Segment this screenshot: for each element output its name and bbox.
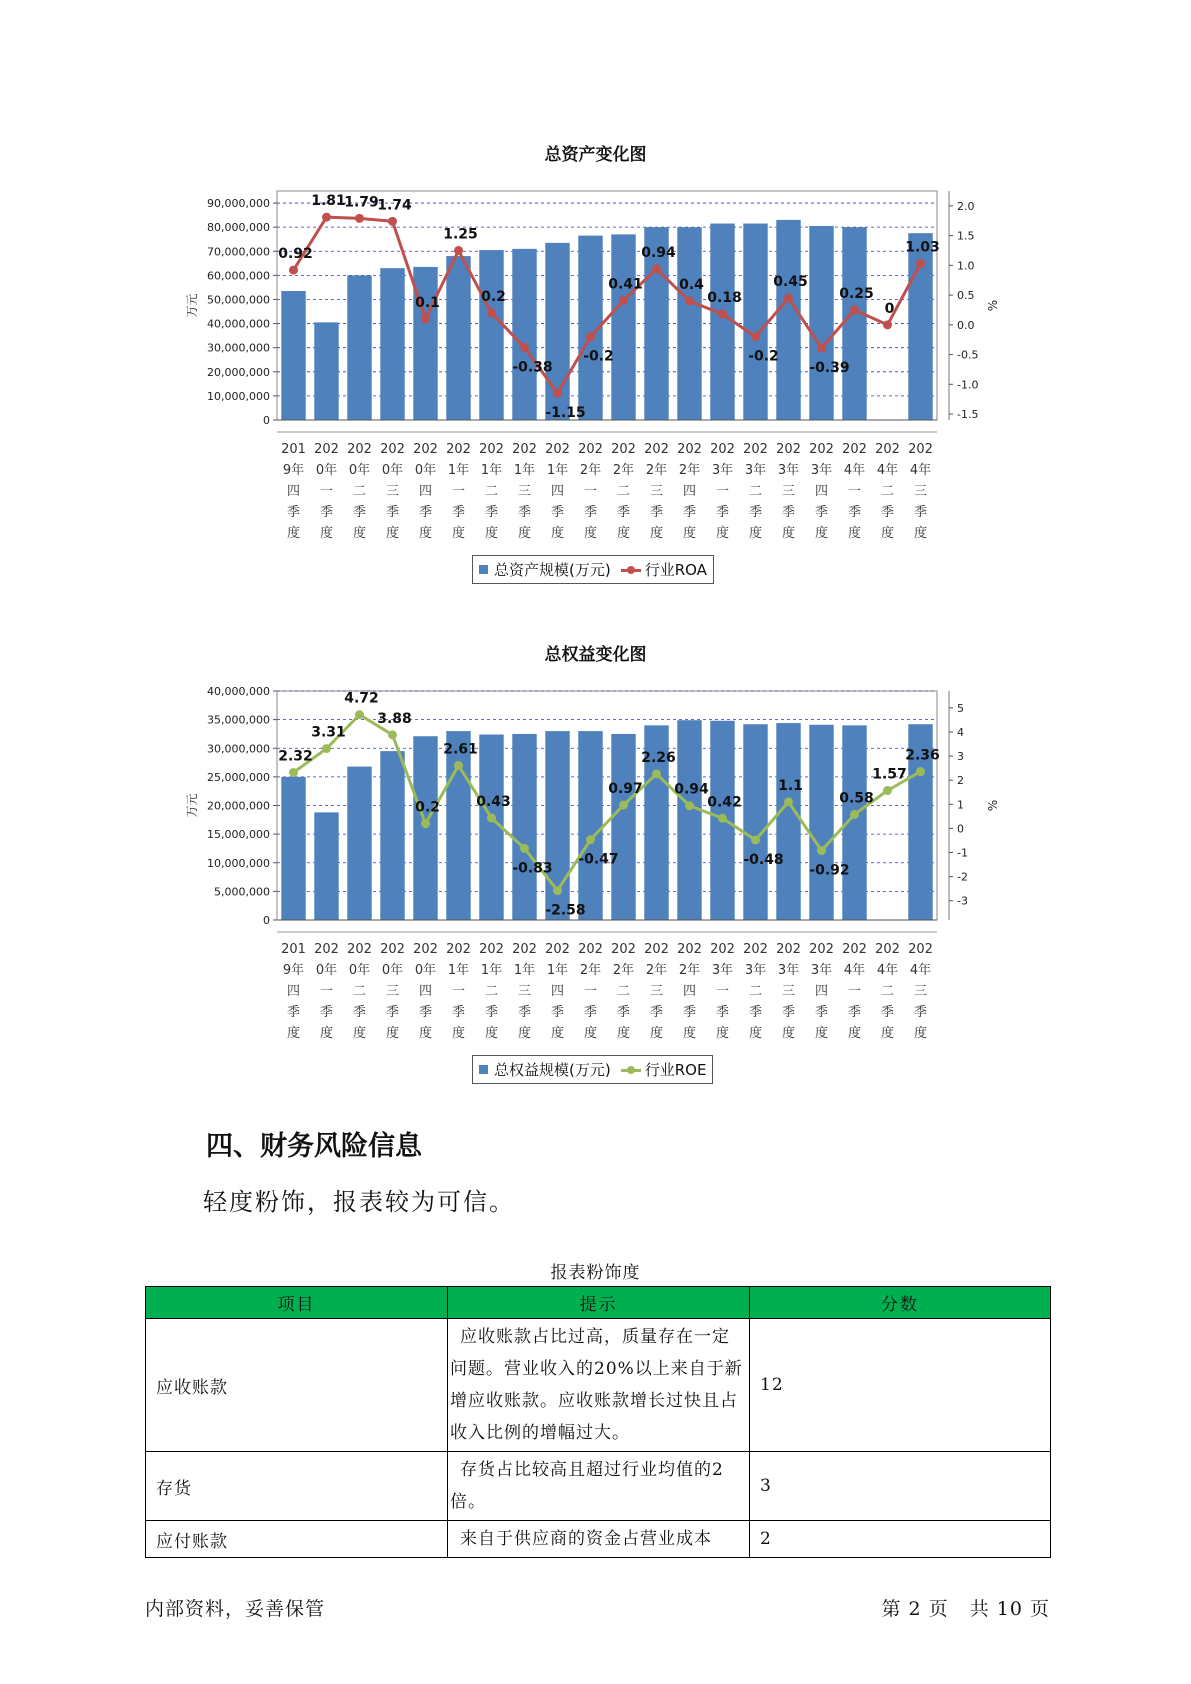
y2-tick-label: 0 xyxy=(957,822,964,836)
chart-title: 总权益变化图 xyxy=(544,645,647,665)
bar xyxy=(743,724,767,920)
bar xyxy=(281,291,305,420)
data-point xyxy=(751,835,760,844)
data-label: -0.83 xyxy=(512,860,553,877)
data-label: 0.94 xyxy=(641,244,676,261)
data-label: 0.94 xyxy=(674,781,709,798)
data-point xyxy=(586,835,595,844)
column-header-item: 项目 xyxy=(146,1287,448,1319)
x-tick-label: 202 0年二季度 xyxy=(347,942,372,1041)
y-tick-label: 80,000,000 xyxy=(207,221,270,235)
y-tick-label: 20,000,000 xyxy=(207,365,270,379)
y2-tick-label: 0.0 xyxy=(957,318,975,332)
x-tick-label: 202 0年三季度 xyxy=(380,442,405,541)
x-tick-label: 202 1年三季度 xyxy=(512,942,537,1041)
bar xyxy=(479,250,503,420)
y-tick-label: 25,000,000 xyxy=(207,770,270,784)
legend-bar-label: 总权益规模(万元) xyxy=(494,1061,611,1079)
bar xyxy=(512,734,536,920)
data-label: 2.26 xyxy=(641,749,676,766)
y2-tick-label: -1 xyxy=(957,846,968,860)
legend-line-label: 行业ROA xyxy=(644,561,707,579)
bar xyxy=(776,723,800,920)
data-label: 0 xyxy=(884,300,895,317)
data-label: 0.1 xyxy=(415,294,440,311)
y-axis-label: 万元 xyxy=(185,293,199,318)
x-tick-label: 202 3年四季度 xyxy=(809,442,834,541)
table-row xyxy=(146,1521,1051,1558)
cell-item: 存货 xyxy=(146,1452,448,1521)
y-tick-label: 40,000,000 xyxy=(207,317,270,331)
y2-tick-label: 2.0 xyxy=(957,199,975,213)
bar xyxy=(314,812,338,920)
y2-tick-label: -0.5 xyxy=(957,348,979,362)
y2-tick-label: 2 xyxy=(957,774,964,788)
bar xyxy=(446,256,470,420)
data-label: 0.25 xyxy=(839,285,874,302)
x-tick-label: 202 2年二季度 xyxy=(611,442,636,541)
data-label: -0.38 xyxy=(512,359,553,376)
x-tick-label: 202 4年一季度 xyxy=(842,442,867,541)
total-equity-chart-svg xyxy=(0,640,1191,1060)
chart-title: 总资产变化图 xyxy=(544,145,647,165)
column-header-score: 分数 xyxy=(750,1287,1051,1319)
data-label: 4.72 xyxy=(344,690,379,707)
y-tick-label: 60,000,000 xyxy=(207,269,270,283)
x-tick-label: 202 3年一季度 xyxy=(710,942,735,1041)
legend-bar-label: 总资产规模(万元) xyxy=(494,561,611,579)
bar xyxy=(512,249,536,420)
x-tick-label: 202 0年三季度 xyxy=(380,942,405,1041)
y-tick-label: 30,000,000 xyxy=(207,341,270,355)
data-label: -0.47 xyxy=(578,851,619,868)
x-tick-label: 202 1年四季度 xyxy=(545,442,570,541)
data-label: 3.31 xyxy=(311,724,346,741)
data-point xyxy=(421,314,430,323)
section-heading: 四、财务风险信息 xyxy=(206,1131,422,1162)
x-tick-label: 202 2年四季度 xyxy=(677,942,702,1041)
data-label: 0.2 xyxy=(415,799,440,816)
data-point xyxy=(652,769,661,778)
data-point xyxy=(355,214,364,223)
x-tick-label: 202 1年四季度 xyxy=(545,942,570,1041)
cell-hint: 来自于供应商的资金占营业成本 xyxy=(448,1521,750,1558)
bar xyxy=(314,322,338,420)
x-tick-label: 202 1年三季度 xyxy=(512,442,537,541)
y-tick-label: 70,000,000 xyxy=(207,245,270,259)
total-assets-chart-svg xyxy=(0,140,1191,560)
bar xyxy=(446,731,470,920)
cell-item: 应付账款 xyxy=(146,1521,448,1558)
data-point xyxy=(388,730,397,739)
bar xyxy=(677,720,701,920)
data-label: -0.2 xyxy=(748,348,779,365)
data-label: 0.4 xyxy=(679,277,704,294)
data-point xyxy=(850,305,859,314)
data-label: 2.61 xyxy=(443,741,478,758)
data-point xyxy=(850,810,859,819)
x-tick-label: 202 1年二季度 xyxy=(479,942,504,1041)
x-tick-label: 202 4年二季度 xyxy=(875,442,900,541)
data-label: 1.74 xyxy=(377,197,412,214)
total-equity-chart xyxy=(0,640,1191,1100)
cell-score: 2 xyxy=(750,1521,1051,1558)
y-tick-label: 35,000,000 xyxy=(207,713,270,727)
legend-bar-swatch xyxy=(479,565,488,574)
x-tick-label: 202 0年一季度 xyxy=(314,942,339,1041)
data-point xyxy=(916,767,925,776)
x-tick-label: 202 0年一季度 xyxy=(314,442,339,541)
table-row xyxy=(146,1319,1051,1452)
chart-legend xyxy=(472,555,714,584)
data-point xyxy=(817,344,826,353)
data-label: 0.18 xyxy=(707,290,742,307)
footer-confidential: 内部资料，妥善保管 xyxy=(145,1598,326,1620)
x-tick-label: 201 9年四季度 xyxy=(281,442,306,541)
data-label: 0.43 xyxy=(476,794,511,811)
data-point xyxy=(520,844,529,853)
chart-legend xyxy=(472,1055,713,1084)
x-tick-label: 202 3年二季度 xyxy=(743,942,768,1041)
bar xyxy=(842,227,866,420)
y-tick-label: 10,000,000 xyxy=(207,389,270,403)
bar xyxy=(347,767,371,920)
bar xyxy=(380,268,404,420)
data-label: 0.92 xyxy=(278,246,313,263)
y-tick-label: 20,000,000 xyxy=(207,799,270,813)
legend-line-label: 行业ROE xyxy=(644,1061,707,1079)
x-tick-label: 202 3年三季度 xyxy=(776,442,801,541)
data-point xyxy=(355,710,364,719)
y2-tick-label: 1 xyxy=(957,798,964,812)
footer-page-number: 第 2 页 共 10 页 xyxy=(881,1598,1050,1620)
x-tick-label: 202 4年三季度 xyxy=(908,942,933,1041)
data-label: -0.2 xyxy=(583,348,614,365)
y-tick-label: 5,000,000 xyxy=(214,885,270,899)
data-point xyxy=(289,266,298,275)
data-point xyxy=(487,814,496,823)
y2-tick-label: 3 xyxy=(957,750,964,764)
y2-axis-label: % xyxy=(986,299,1000,312)
x-tick-label: 202 0年四季度 xyxy=(413,942,438,1041)
data-point xyxy=(817,846,826,855)
y-axis-label: 万元 xyxy=(185,793,199,818)
data-label: 0.58 xyxy=(839,790,874,807)
data-point xyxy=(388,217,397,226)
data-point xyxy=(586,332,595,341)
data-label: 1.1 xyxy=(778,777,803,794)
bar xyxy=(611,734,635,920)
bar xyxy=(677,227,701,420)
y-tick-label: 0 xyxy=(263,414,270,427)
legend-line-swatch xyxy=(621,565,641,575)
data-label: -1.15 xyxy=(545,405,586,422)
data-point xyxy=(553,389,562,398)
cell-item: 应收账款 xyxy=(146,1319,448,1452)
table-caption: 报表粉饰度 xyxy=(550,1263,641,1283)
data-point xyxy=(685,801,694,810)
data-label: -2.58 xyxy=(545,902,586,919)
data-point xyxy=(454,761,463,770)
data-point xyxy=(619,801,628,810)
x-tick-label: 202 1年二季度 xyxy=(479,442,504,541)
data-point xyxy=(916,259,925,268)
data-point xyxy=(619,296,628,305)
data-label: 1.81 xyxy=(311,193,346,210)
data-label: 0.97 xyxy=(608,781,643,798)
x-tick-label: 202 2年四季度 xyxy=(677,442,702,541)
x-tick-label: 202 3年四季度 xyxy=(809,942,834,1041)
bar xyxy=(281,777,305,920)
x-tick-label: 201 9年四季度 xyxy=(281,942,306,1041)
y2-tick-label: -2 xyxy=(957,870,968,884)
legend-line-swatch xyxy=(621,1065,641,1075)
section-summary: 轻度粉饰，报表较为可信。 xyxy=(203,1188,515,1216)
x-tick-label: 202 2年一季度 xyxy=(578,442,603,541)
y-tick-label: 40,000,000 xyxy=(207,685,270,698)
y-tick-label: 10,000,000 xyxy=(207,856,270,870)
data-point xyxy=(784,797,793,806)
data-label: 1.03 xyxy=(905,239,940,256)
data-point xyxy=(718,814,727,823)
data-point xyxy=(883,786,892,795)
data-label: -0.39 xyxy=(809,360,850,377)
legend-bar-swatch xyxy=(479,1065,488,1074)
table-row xyxy=(146,1452,1051,1521)
column-header-hint: 提示 xyxy=(448,1287,750,1319)
data-label: 0.2 xyxy=(481,288,506,305)
data-point xyxy=(421,819,430,828)
x-tick-label: 202 3年三季度 xyxy=(776,942,801,1041)
x-tick-label: 202 2年三季度 xyxy=(644,942,669,1041)
data-label: 0.41 xyxy=(608,276,643,293)
x-tick-label: 202 4年二季度 xyxy=(875,942,900,1041)
y2-tick-label: -1.5 xyxy=(957,408,979,422)
cell-hint: 应收账款占比过高，质量存在一定问题。营业收入的20%以上来自于新增应收账款。应收账款增长过快且占收入比例的增幅过大。 xyxy=(448,1319,750,1452)
cell-score: 12 xyxy=(750,1319,1051,1452)
data-point xyxy=(322,213,331,222)
bar xyxy=(809,725,833,920)
y2-tick-label: 4 xyxy=(957,725,964,739)
data-label: 0.42 xyxy=(707,794,742,811)
data-label: 1.79 xyxy=(344,194,379,211)
y2-tick-label: -1.0 xyxy=(957,378,979,392)
bar xyxy=(611,234,635,420)
y-tick-label: 15,000,000 xyxy=(207,828,270,842)
y-tick-label: 0 xyxy=(263,914,270,927)
y2-tick-label: 1.0 xyxy=(957,259,975,273)
plot-area xyxy=(277,191,937,420)
cell-score: 3 xyxy=(750,1452,1051,1521)
bar xyxy=(347,275,371,420)
data-point xyxy=(289,768,298,777)
bar xyxy=(380,751,404,920)
y2-axis-label: % xyxy=(986,799,1000,812)
x-tick-label: 202 3年二季度 xyxy=(743,442,768,541)
bar xyxy=(578,731,602,920)
x-tick-label: 202 2年二季度 xyxy=(611,942,636,1041)
data-point xyxy=(883,320,892,329)
y2-tick-label: 0.5 xyxy=(957,289,975,303)
x-tick-label: 202 3年一季度 xyxy=(710,442,735,541)
bar xyxy=(743,224,767,420)
table-header-row xyxy=(146,1287,1051,1319)
y2-tick-label: 5 xyxy=(957,701,964,715)
data-point xyxy=(784,294,793,303)
x-tick-label: 202 1年一季度 xyxy=(446,442,471,541)
y-tick-label: 90,000,000 xyxy=(207,197,270,211)
x-tick-label: 202 1年一季度 xyxy=(446,942,471,1041)
data-point xyxy=(685,297,694,306)
data-label: -0.92 xyxy=(809,862,850,879)
data-point xyxy=(322,744,331,753)
total-assets-chart xyxy=(0,140,1191,600)
y-tick-label: 50,000,000 xyxy=(207,293,270,307)
data-label: 2.32 xyxy=(278,748,313,765)
x-tick-label: 202 0年四季度 xyxy=(413,442,438,541)
data-label: 1.57 xyxy=(872,766,907,783)
x-tick-label: 202 0年二季度 xyxy=(347,442,372,541)
data-point xyxy=(652,264,661,273)
data-label: 0.45 xyxy=(773,274,808,291)
risk-table xyxy=(145,1286,1051,1558)
bar xyxy=(809,226,833,420)
x-tick-label: 202 4年一季度 xyxy=(842,942,867,1041)
data-label: -0.48 xyxy=(743,851,784,868)
y-tick-label: 30,000,000 xyxy=(207,742,270,756)
bar xyxy=(776,220,800,420)
y2-tick-label: -3 xyxy=(957,894,968,908)
x-tick-label: 202 2年三季度 xyxy=(644,442,669,541)
data-label: 1.25 xyxy=(443,226,478,243)
bar xyxy=(413,736,437,920)
data-point xyxy=(553,886,562,895)
x-tick-label: 202 2年一季度 xyxy=(578,942,603,1041)
x-tick-label: 202 4年三季度 xyxy=(908,442,933,541)
data-point xyxy=(454,246,463,255)
data-label: 3.88 xyxy=(377,710,412,727)
y2-tick-label: 1.5 xyxy=(957,229,975,243)
cell-hint: 存货占比较高且超过行业均值的2倍。 xyxy=(448,1452,750,1521)
data-point xyxy=(718,310,727,319)
data-point xyxy=(487,308,496,317)
data-point xyxy=(520,343,529,352)
data-label: 2.36 xyxy=(905,747,940,764)
data-point xyxy=(751,332,760,341)
